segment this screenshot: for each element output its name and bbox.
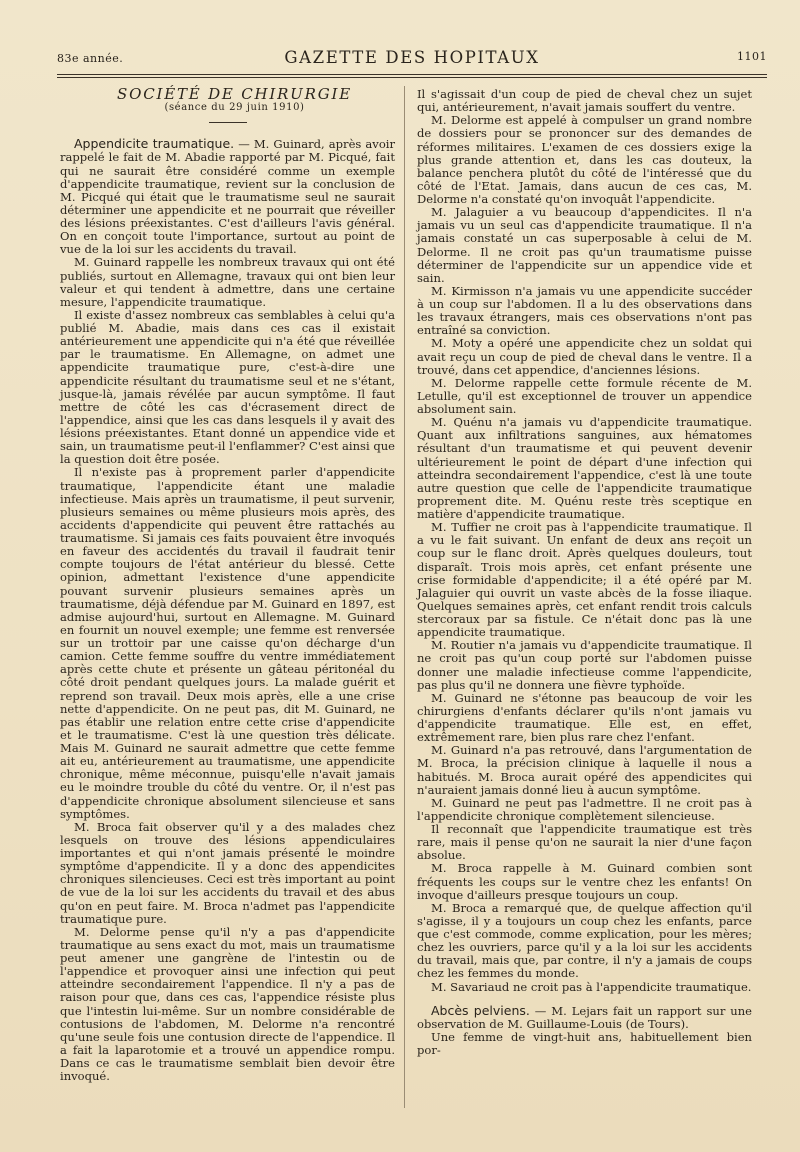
article-heading: Abcès pelviens. [431, 1002, 530, 1018]
page-header [57, 44, 767, 68]
left-column [60, 85, 395, 1084]
paragraph: Abcès pelviens. — M. Lejars fait un rapport sur une observation de M. Guillaume-Louis (de Tours). [417, 1002, 752, 1031]
paragraph: M. Guinard n'a pas retrouvé, dans l'argumentation de M. Broca, la précision clinique à laquelle il nous a habitués. M. Broca aurait opéré des appendicites qui n'auraient jamais donné lieu à aucun symptôme. [417, 743, 752, 797]
paragraph: M. Broca a remarqué que, de quelque affection qu'il s'agisse, il y a toujours un coup chez les enfants, parce que c'est commode, comme explication, pour les mères; chez les ouvriers, parce qu'il y a la loi sur les accidents du travail, mais que, par contre, il n'y a jamais de coups chez les femmes du monde. [417, 900, 752, 981]
paragraph: Il n'existe pas à proprement parler d'appendicite traumatique, l'appendicite étant une maladie infectieuse. Mais après un traumatisme, il peut survenir, plusieurs semaines ou même plusieurs mois après, des accidents d'appendicite qui peuvent être rattachés au traumatisme. Si jamais ces faits pouvaient être invoqués en faveur des accidentés du travail il faudrait tenir compte toujours de l'état antérieur du blessé. Cette opinion, admettant l'existence d'une appendicite pouvant survenir plusieurs semaines après un traumatisme, déjà défendue par M. Guinard en 1897, est admise aujourd'hui, surtout en Allemagne. M. Guinard en fournit un nouvel exemple; une femme est renversée sur un trottoir par une caisse qu'on décharge d'un camion. Cette femme souffre du ventre immédiatement après cette chute et présente un gâteau péritonéal du côté droit pendant quelques jours. La malade guérit et reprend son travail. Deux mois après, elle a une crise nette d'appendicite. On ne peut pas, dit M. Guinard, ne pas établir une relation entre cette crise d'appendicite et le traumatisme. C'est là une question très délicate. Mais M. Guinard ne saurait admettre que cette femme ait eu, antérieurement au traumatisme, une appendicite chronique, même méconnue, puisqu'elle n'avait jamais eu le moindre trouble du côté du ventre. Or, il n'est pas d'appendicite chronique absolument silencieuse et sans symptômes. [60, 465, 395, 821]
paragraph: M. Delorme pense qu'il n'y a pas d'appendicite traumatique au sens exact du mot, mais un traumatisme peut amener une gangrène de l'intestin ou de l'appendice et provoquer ainsi une infection qui peut atteindre secondairement l'appendice. Il n'y a pas de raison pour que, dans ces cas, l'appendice résiste plus que l'intestin lui-même. Sur un nombre considérable de contusions de l'abdomen, M. Delorme n'a rencontré qu'une seule fois une contusion directe de l'appendice. Il a fait la laparotomie et a trouvé un appendice rompu. Dans ce cas le traumatisme semblait bien devoir être invoqué. [60, 924, 395, 1084]
paragraph: M. Guinard ne s'étonne pas beaucoup de voir les chirurgiens d'enfants déclarer qu'ils n'ont jamais vu d'appendicite traumatique. Elle est, en effet, extrêmement rare, bien plus rare chez l'enfant. [417, 690, 752, 745]
paragraph: M. Kirmisson n'a jamais vu une appendicite succéder à un coup sur l'abdomen. Il a lu des observations dans les travaux étrangers, mais ces observations n'ont pas entraîné sa conviction. [417, 283, 752, 338]
section-subtitle: (séance du 29 juin 1910) [164, 102, 305, 114]
paragraph: M. Quénu n'a jamais vu d'appendicite traumatique. Quant aux infiltrations sanguines, aux hématomes résultant d'un traumatisme et qui peuvent devenir ultérieurement le point de départ d'une infection qui atteindra secondairement l'appendice, c'est là une toute autre question que celle de l'appendicite traumatique proprement dite. M. Quénu reste très sceptique en matière d'appendicite traumatique. [417, 415, 752, 521]
paragraph: M. Savariaud ne croit pas à l'appendicite traumatique. [431, 979, 752, 994]
journal-title: GAZETTE DES HOPITAUX [284, 48, 540, 67]
paragraph: Il existe d'assez nombreux cas semblables à celui qu'a publié M. Abadie, mais dans ces cas il existait antérieurement une appendicite qui n'a été que réveillée par le traumatisme. En Allemagne, on admet une appendicite traumatique pure, c'est-à-dire une appendicite résultant du traumatisme seul et ne s'étant, jusque-là, jamais révélée par aucun symptôme. Il faut mettre de côté les cas d'écrasement direct de l'appendice, ainsi que les cas dans lesquels il y avait des lésions préexistantes. Etant donné un appendice vide et sain, un traumatisme peut-il l'enflammer? C'est ainsi que la question doit être posée. [60, 307, 395, 467]
paragraph: Une femme de vingt-huit ans, habituellement bien por- [417, 1029, 752, 1057]
section-rule [209, 122, 247, 123]
page-number: 1101 [737, 50, 767, 63]
paragraph: M. Delorme rappelle cette formule récente de M. Letulle, qu'il est exceptionnel de trouver un appendice absolument sain. [417, 375, 752, 416]
column-divider [404, 86, 405, 1108]
paragraph: Appendicite traumatique. — M. Guinard, après avoir rappelé le fait de M. Abadie rapporté par M. Picqué, fait qui ne saurait être considéré comme un exemple d'appendicite traumatique, revient sur la conclusion de M. Picqué qui était que le traumatisme seul ne saurait déterminer une appendicite et ne pourrait que réveiller des lésions préexistantes. C'est d'ailleurs l'avis général. On en conçoit toute l'importance, surtout au point de vue de la loi sur les accidents du travail. [60, 136, 395, 257]
paragraph: M. Broca fait observer qu'il y a des malades chez lesquels on trouve des lésions appendiculaires importantes et qui n'ont jamais présenté le moindre symptôme d'appendicite. Il y a donc des appendicites chroniques silencieuses. Ceci est très important au point de vue de la loi sur les accidents du travail et des abus qu'on en peut faire. M. Broca n'admet pas l'appendicite traumatique pure. [60, 819, 395, 926]
section-title: SOCIÉTÉ DE CHIRURGIE [117, 85, 352, 103]
article-heading: Appendicite traumatique. [74, 136, 235, 152]
paragraph: Il s'agissait d'un coup de pied de cheval chez un sujet qui, antérieurement, n'avait jamais souffert du ventre. [417, 87, 752, 115]
issue-year: 83e année. [57, 52, 124, 65]
header-rule-top [57, 74, 767, 75]
paragraph: M. Jalaguier a vu beaucoup d'appendicites. Il n'a jamais vu un seul cas d'appendicite traumatique. Il n'a jamais constaté un cas superposable à celui de M. Delorme. Il ne croit pas qu'un traumatisme puisse déterminer de l'appendicite sur un appendice vide et sain. [417, 205, 752, 285]
paragraph: M. Guinard rappelle les nombreux travaux qui ont été publiés, surtout en Allemagne, travaux qui ont bien leur valeur et qui tendent à admettre, dans une certaine mesure, l'appendicite traumatique. [60, 255, 395, 309]
paragraph: M. Guinard ne peut pas l'admettre. Il ne croit pas à l'appendicite chronique complètement silencieuse. [417, 795, 752, 823]
paragraph: M. Routier n'a jamais vu d'appendicite traumatique. Il ne croit pas qu'un coup porté sur l'abdomen puisse donner une maladie infectieuse comme l'appendicite, pas plus qu'il ne donnera une fièvre typhoïde. [417, 638, 752, 692]
paragraph: M. Broca rappelle à M. Guinard combien sont fréquents les coups sur le ventre chez les enfants! On invoque d'ailleurs presque toujours un coup. [417, 861, 752, 902]
paragraph: Il reconnaît que l'appendicite traumatique est très rare, mais il pense qu'on ne saurait la nier d'une façon absolue. [417, 822, 752, 863]
paragraph: M. Tuffier ne croit pas à l'appendicite traumatique. Il a vu le fait suivant. Un enfant de deux ans reçoit un coup sur le flanc droit. Après quelques douleurs, tout disparaît. Trois mois après, cet enfant présente une crise formidable d'appendicite; il a été opéré par M. Jalaguier qui ouvrit un vaste abcès de la fosse iliaque. Quelques semaines après, cet enfant rendit trois calculs stercoraux par sa fistule. Ce n'était donc pas là une appendicite traumatique. [417, 520, 752, 640]
paragraph: M. Delorme est appelé à compulser un grand nombre de dossiers pour se prononcer sur des demandes de réformes militaires. L'examen de ces dossiers exige la plus grande attention et, dans les cas douteux, la balance penchera plutôt du côté de l'intéressé que du côté de l'Etat. Jamais, dans aucun de ces cas, M. Delorme n'a constaté qu'on invoquât l'appendicite. [417, 113, 752, 206]
paragraph: M. Moty a opéré une appendicite chez un soldat qui avait reçu un coup de pied de cheval dans le ventre. Il a trouvé, dans cet appendice, d'anciennes lésions. [417, 336, 752, 377]
right-column [417, 88, 752, 1057]
header-rule-bottom [57, 77, 767, 78]
